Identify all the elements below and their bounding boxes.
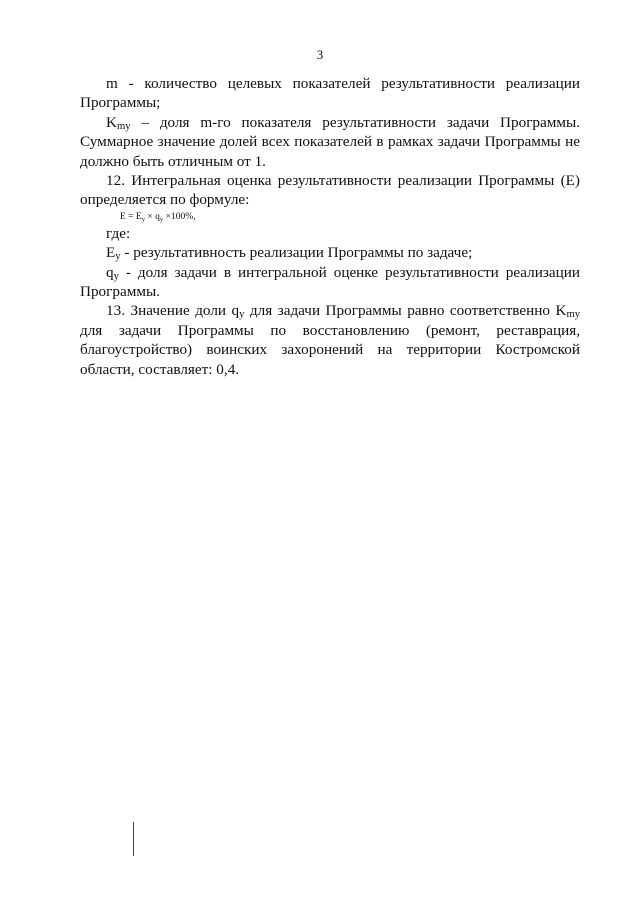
formula — [80, 210, 580, 224]
item-13-part-2: для задачи Программы равно соответственно K — [244, 302, 567, 320]
kmy-subscript: my — [116, 120, 131, 132]
formula-sub-1: y — [141, 215, 146, 223]
paragraph-ey-definition — [80, 243, 580, 262]
formula-part-2: × q — [145, 211, 160, 222]
item-13-sub-2: my — [566, 309, 581, 321]
formula-part-3: ×100%, — [163, 211, 196, 222]
page-number: 3 — [316, 47, 324, 62]
item-13-part-1: 13. Значение доли q — [106, 302, 240, 320]
qy-subscript: y — [113, 270, 119, 282]
paragraph-where: где: — [106, 224, 131, 242]
paragraph-item-12: 12. Интегральная оценка результативности реализации Программы (E) определяется по формуле: — [80, 172, 580, 209]
ey-symbol: E — [106, 244, 116, 262]
ey-text: - результативность реализации Программы по задаче; — [120, 244, 473, 262]
kmy-text: – доля m-го показателя результативности задачи Программы. Суммарное значение долей всех показателей в рамках задачи Программы не должно быть отличным от 1. — [80, 113, 580, 170]
item-13-sub-1: y — [239, 309, 245, 321]
formula-sub-2: y — [159, 215, 164, 223]
document-body — [80, 74, 580, 379]
qy-symbol: q — [106, 263, 114, 281]
paragraph-kmy-definition — [80, 113, 580, 171]
margin-line — [133, 822, 134, 856]
formula-part-1: E = E — [120, 211, 142, 222]
paragraph-item-13 — [80, 301, 580, 379]
qy-text: - доля задачи в интегральной оценке результативности реализации Программы. — [80, 263, 580, 301]
paragraph-m-definition: m - количество целевых показателей результативности реализации Программы; — [80, 75, 580, 112]
kmy-symbol: K — [106, 113, 117, 131]
paragraph-qy-definition — [80, 263, 580, 302]
ey-subscript: y — [115, 251, 121, 263]
item-13-part-3: для задачи Программы по восстановлению (ремонт, реставрация, благоустройство) воинских захоронений на территории Костромской области, составляет: 0,4. — [80, 321, 580, 378]
